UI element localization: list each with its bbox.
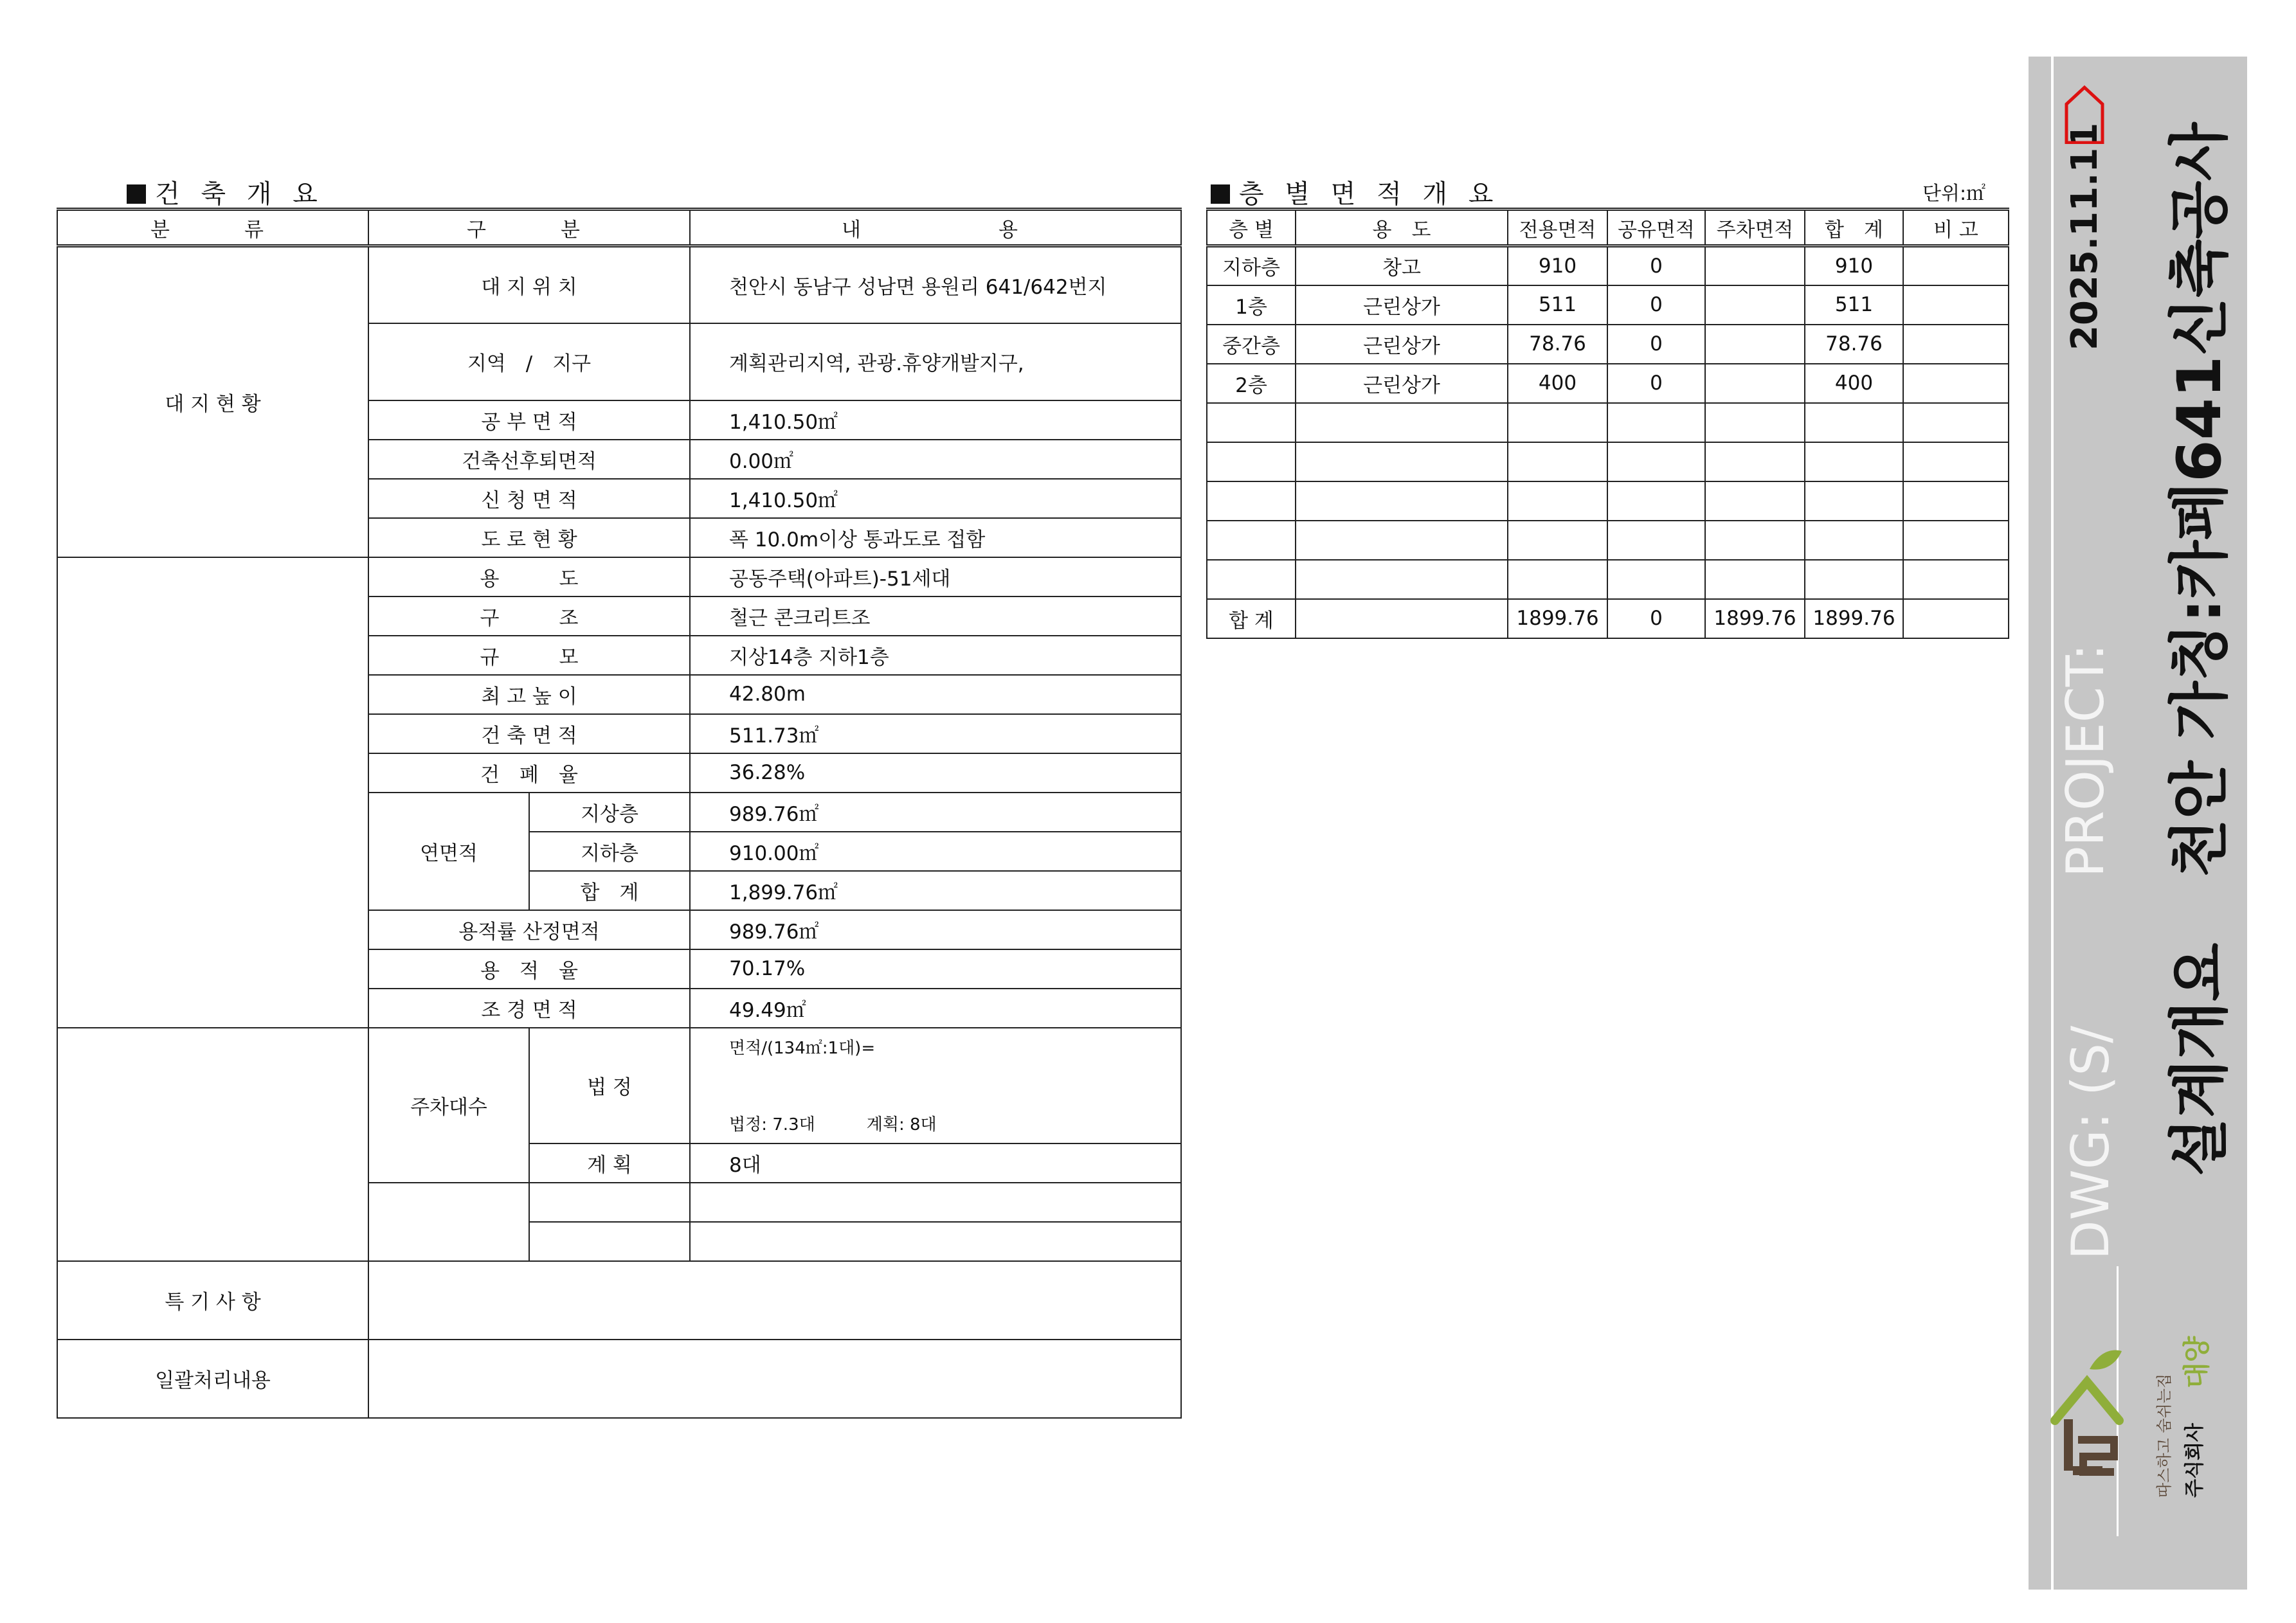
empty-cell (529, 1183, 690, 1222)
company-logo-icon (2050, 1343, 2127, 1498)
floor-cell (1296, 599, 1508, 638)
empty-cell (690, 1183, 1181, 1222)
square-bullet-icon (127, 184, 146, 204)
floor-cell (1296, 560, 1508, 599)
row-label-applied-area: 신 청 면 적 (368, 479, 690, 518)
row-label-coverage: 건 폐 율 (368, 753, 690, 793)
project-name: 천안 가칭:카페641신축공사 (2165, 122, 2235, 877)
floor-cell (1607, 521, 1705, 560)
floor-cell (1607, 403, 1705, 442)
floor-cell (1705, 521, 1805, 560)
floor-cell (1705, 364, 1805, 403)
row-value-coverage: 36.28% (690, 753, 1181, 793)
row-label-setback-area: 건축선후퇴면적 (368, 440, 690, 479)
empty-cell (529, 1222, 690, 1261)
floor-header-total: 합 계 (1805, 210, 1903, 246)
floor-cell: 78.76 (1805, 325, 1903, 364)
row-label-building-area: 건 축 면 적 (368, 714, 690, 753)
floor-cell: 400 (1508, 364, 1607, 403)
row-value-road: 폭 10.0m이상 통과도로 접함 (690, 518, 1181, 557)
category-special: 특 기 사 항 (57, 1261, 368, 1340)
floor-cell (1705, 246, 1805, 285)
row-label-max-height: 최 고 높 이 (368, 675, 690, 714)
floor-cell (1296, 521, 1508, 560)
floor-cell (1296, 403, 1508, 442)
project-date: 2025.11.11 (2064, 122, 2106, 350)
row-label-parking: 주차대수 (368, 1028, 529, 1183)
row-value-setback-area: 0.00㎡ (690, 440, 1181, 479)
floor-cell (1508, 481, 1607, 521)
floor-cell: 511 (1805, 285, 1903, 325)
floor-cell: 1층 (1207, 285, 1296, 325)
row-value-use: 공동주택(아파트)-51세대 (690, 557, 1181, 596)
row-label-gross-below: 지하층 (529, 832, 690, 871)
category-building-empty (57, 557, 368, 1028)
floor-cell (1207, 403, 1296, 442)
floor-cell: 2층 (1207, 364, 1296, 403)
row-label-structure: 구 조 (368, 596, 690, 636)
header-division: 구 분 (368, 210, 690, 246)
row-label-gross-area: 연면적 (368, 793, 529, 910)
floor-cell: 창고 (1296, 246, 1508, 285)
row-value-parking-plan: 8대 (690, 1143, 1181, 1183)
floor-cell (1207, 521, 1296, 560)
floor-cell (1805, 442, 1903, 481)
row-label-parking-legal: 법 정 (529, 1028, 690, 1143)
floor-header-note: 비 고 (1903, 210, 2009, 246)
floor-cell: 910 (1508, 246, 1607, 285)
floor-cell (1508, 442, 1607, 481)
floor-row-total (1207, 599, 2009, 638)
company-name: 대양 (2181, 1336, 2212, 1388)
row-label-parking-plan: 계 획 (529, 1143, 690, 1183)
floor-cell (1903, 560, 2009, 599)
floor-cell: 0 (1607, 364, 1705, 403)
parking-summary-plan: 계획: 8대 (866, 1115, 937, 1134)
house-outline-icon (2064, 85, 2105, 144)
floor-row-empty (1207, 560, 2009, 599)
row-label-use: 용 도 (368, 557, 690, 596)
floor-cell (1705, 560, 1805, 599)
floor-cell (1805, 560, 1903, 599)
row-label-public-area: 공 부 면 적 (368, 400, 690, 440)
special-content (368, 1261, 1181, 1340)
row-value-structure: 철근 콘크리트조 (690, 596, 1181, 636)
floor-cell (1207, 560, 1296, 599)
square-bullet-icon (1211, 184, 1230, 204)
floor-cell (1805, 481, 1903, 521)
row-value-landscape: 49.49㎡ (690, 989, 1181, 1028)
row-value-location: 천안시 동남구 성남면 용원리 641/642번지 (690, 246, 1181, 323)
row-label-scale: 규 모 (368, 636, 690, 675)
row-value-gross-above: 989.76㎡ (690, 793, 1181, 832)
floor-cell: 400 (1805, 364, 1903, 403)
floor-row-empty (1207, 403, 2009, 442)
parking-summary-legal: 법정: 7.3대 (729, 1115, 815, 1134)
row-value-public-area: 1,410.50㎡ (690, 400, 1181, 440)
floor-cell (1705, 285, 1805, 325)
floor-header-parking: 주차면적 (1705, 210, 1805, 246)
floor-cell: 근린상가 (1296, 364, 1508, 403)
floor-cell (1903, 521, 2009, 560)
floor-header-exclusive: 전용면적 (1508, 210, 1607, 246)
row-label-landscape: 조 경 면 적 (368, 989, 690, 1028)
floor-cell (1508, 521, 1607, 560)
building-overview-title: 건 축 개 요 (127, 174, 324, 210)
floor-cell: 근린상가 (1296, 285, 1508, 325)
row-label-far-area: 용적률 산정면적 (368, 910, 690, 949)
floor-cell (1903, 481, 2009, 521)
floor-header-floor: 층 별 (1207, 210, 1296, 246)
floor-row-empty (1207, 521, 2009, 560)
floor-cell: 0 (1607, 325, 1705, 364)
floor-cell: 합 계 (1207, 599, 1296, 638)
floor-header-shared: 공유면적 (1607, 210, 1705, 246)
floor-cell: 중간층 (1207, 325, 1296, 364)
floor-cell: 1899.76 (1705, 599, 1805, 638)
floor-cell (1805, 403, 1903, 442)
category-batch: 일괄처리내용 (57, 1340, 368, 1418)
row-value-building-area: 511.73㎡ (690, 714, 1181, 753)
dwg-label: DWG: (S/ (2061, 1025, 2120, 1260)
batch-content (368, 1340, 1181, 1418)
row-label-location: 대 지 위 치 (368, 246, 690, 323)
row-value-gross-below: 910.00㎡ (690, 832, 1181, 871)
row-label-zone: 지역 / 지구 (368, 323, 690, 400)
category-site: 대 지 현 황 (57, 246, 368, 557)
floor-cell (1705, 325, 1805, 364)
floor-cell (1705, 403, 1805, 442)
row-value-gross-total: 1,899.76㎡ (690, 871, 1181, 910)
floor-cell (1903, 442, 2009, 481)
header-category: 분 류 (57, 210, 368, 246)
company-slogan: 따스하고 숨쉬는집 (2155, 1373, 2173, 1498)
floor-cell (1805, 521, 1903, 560)
row-label-far: 용 적 율 (368, 949, 690, 989)
floor-cell: 511 (1508, 285, 1607, 325)
floor-row (1207, 246, 2009, 285)
floor-cell (1903, 285, 2009, 325)
parking-formula: 면적/(134㎡:1대)= (729, 1038, 876, 1058)
row-value-parking-legal (690, 1028, 1181, 1143)
row-value-far: 70.17% (690, 949, 1181, 989)
floor-row (1207, 364, 2009, 403)
floor-cell (1903, 599, 2009, 638)
floor-cell (1207, 481, 1296, 521)
category-parking-empty (57, 1028, 368, 1261)
floor-row-empty (1207, 442, 2009, 481)
floor-cell: 0 (1607, 285, 1705, 325)
floor-row (1207, 285, 2009, 325)
floor-cell (1607, 481, 1705, 521)
floor-cell: 근린상가 (1296, 325, 1508, 364)
floor-cell (1903, 364, 2009, 403)
floor-cell: 0 (1607, 599, 1705, 638)
floor-cell (1508, 560, 1607, 599)
drawing-name: 설계개요 (2165, 942, 2235, 1176)
row-value-zone: 계획관리지역, 관광.휴양개발지구, (690, 323, 1181, 400)
floor-cell (1903, 403, 2009, 442)
floor-cell (1296, 442, 1508, 481)
project-label: PROJECT: (2056, 643, 2115, 877)
row-value-applied-area: 1,410.50㎡ (690, 479, 1181, 518)
floor-area-title: 층 별 면 적 개 요 (1211, 174, 1499, 210)
header-content: 내 용 (690, 210, 1181, 246)
floor-cell (1508, 403, 1607, 442)
unit-label: 단위:㎡ (1922, 183, 1986, 205)
row-value-max-height: 42.80m (690, 675, 1181, 714)
floor-cell (1607, 560, 1705, 599)
floor-row-empty (1207, 481, 2009, 521)
floor-cell: 910 (1805, 246, 1903, 285)
floor-cell (1903, 325, 2009, 364)
floor-cell (1903, 246, 2009, 285)
row-value-scale: 지상14층 지하1층 (690, 636, 1181, 675)
floor-header-use: 용 도 (1296, 210, 1508, 246)
building-overview-table (57, 208, 1182, 1419)
empty-cell (690, 1222, 1181, 1261)
row-value-far-area: 989.76㎡ (690, 910, 1181, 949)
floor-cell (1296, 481, 1508, 521)
floor-cell (1607, 442, 1705, 481)
empty-cell (368, 1183, 529, 1261)
floor-cell: 78.76 (1508, 325, 1607, 364)
floor-cell: 0 (1607, 246, 1705, 285)
row-label-road: 도 로 현 황 (368, 518, 690, 557)
floor-cell: 1899.76 (1508, 599, 1607, 638)
company-prefix: 주식회사 (2183, 1423, 2206, 1498)
parking-summary (729, 1111, 937, 1135)
floor-cell (1207, 442, 1296, 481)
floor-area-table (1206, 208, 2009, 639)
floor-cell: 1899.76 (1805, 599, 1903, 638)
floor-cell (1705, 442, 1805, 481)
floor-cell: 지하층 (1207, 246, 1296, 285)
row-label-gross-total: 합 계 (529, 871, 690, 910)
floor-cell (1705, 481, 1805, 521)
floor-row (1207, 325, 2009, 364)
row-label-gross-above: 지상층 (529, 793, 690, 832)
